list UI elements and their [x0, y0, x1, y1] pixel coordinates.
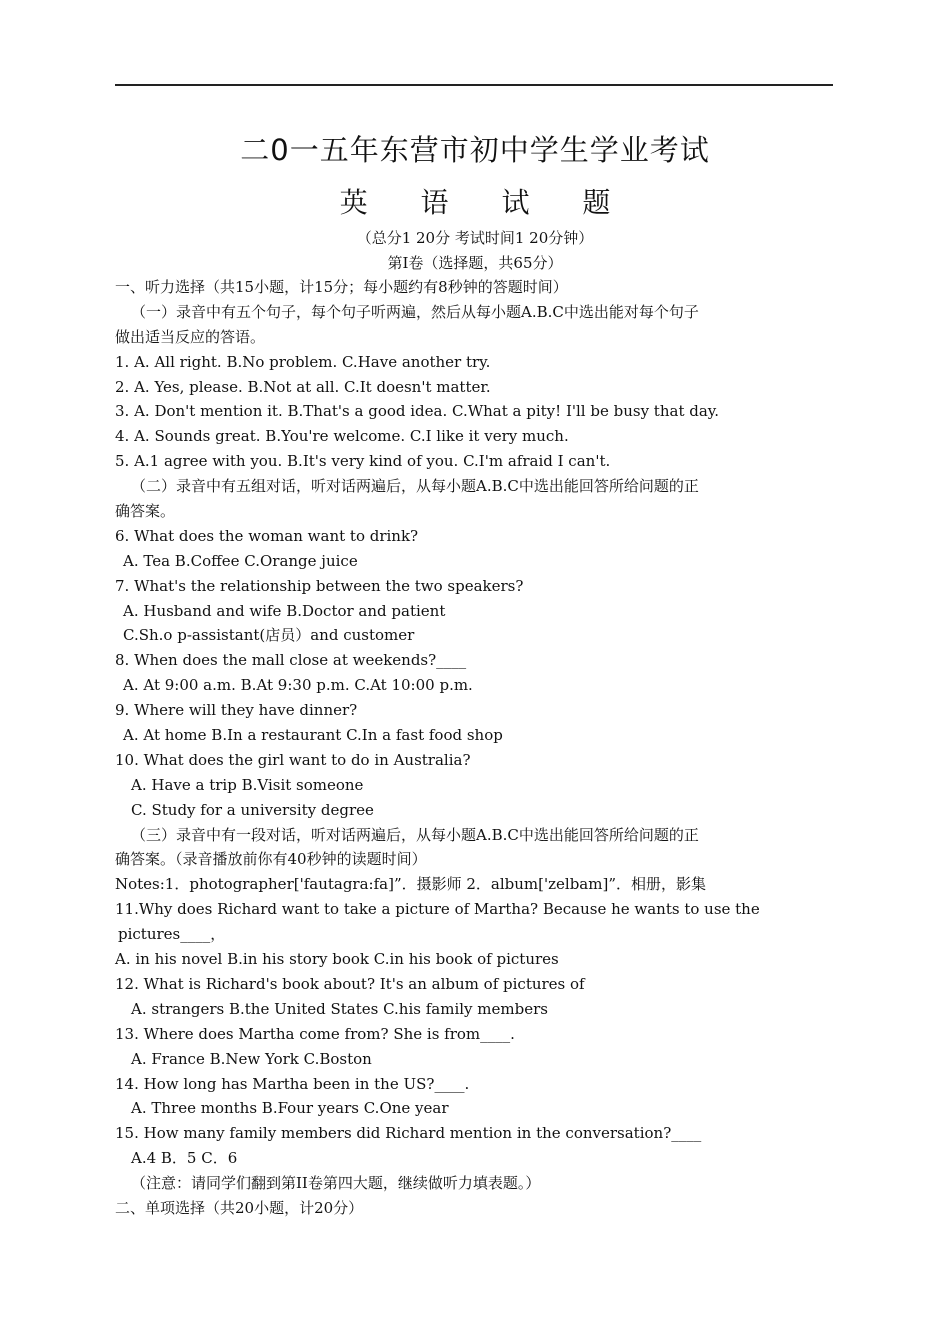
- question-line: 2. A. Yes, please. B.Not at all. C.It doesn't matter.: [115, 377, 491, 396]
- notes-line: Notes:1．photographer['fautagra:fa]”．摄影师 2．album['zelbam]”．相册，影集: [115, 875, 706, 894]
- question-line: 7. What's the relationship between the two speakers?: [115, 576, 524, 595]
- question-line: pictures____，: [118, 925, 226, 944]
- question-line: 12. What is Richard's book about? It's an album of pictures of: [115, 974, 585, 993]
- option-line: A. At home B.In a restaurant C.In a fast food shop: [123, 726, 503, 745]
- question-line: 1. A. All right. B.No problem. C.Have another try.: [115, 352, 491, 371]
- exam-title: 二0一五年东营市初中学生学业考试: [240, 133, 710, 167]
- option-line: A. strangers B.the United States C.his family members: [131, 999, 548, 1018]
- question-line: 13. Where does Martha come from? She is from____.: [115, 1024, 515, 1043]
- option-line: A. Tea B.Coffee C.Orange juice: [123, 551, 358, 570]
- option-line: A. Husband and wife B.Doctor and patient: [123, 601, 446, 620]
- question-line: 8. When does the mall close at weekends?____: [115, 651, 467, 670]
- option-line: A. France B.New York C.Boston: [131, 1049, 372, 1068]
- section-heading: 一、听力选择（共15小题，计15分；每小题约有8秒钟的答题时间）: [115, 278, 568, 296]
- question-line: 11.Why does Richard want to take a picture of Martha? Because he wants to use the: [115, 900, 760, 919]
- option-line: A. Three months B.Four years C.One year: [131, 1099, 449, 1118]
- header-rule: [115, 84, 833, 86]
- score-note: （总分1 20分 考试时间1 20分钟）: [356, 229, 594, 247]
- option-line: A. At 9:00 a.m. B.At 9:30 p.m. C.At 10:00 p.m.: [123, 676, 473, 695]
- option-line: A.4 B．5 C．6: [131, 1149, 238, 1168]
- question-line: 10. What does the girl want to do in Australia?: [115, 750, 471, 769]
- question-line: 6. What does the woman want to drink?: [115, 526, 419, 545]
- instruction-line: 做出适当反应的答语。: [115, 327, 266, 346]
- question-line: 4. A. Sounds great. B.You're welcome. C.I like it very much.: [115, 427, 569, 446]
- question-line: 9. Where will they have dinner?: [115, 701, 358, 720]
- question-line: 14. How long has Martha been in the US?____.: [115, 1074, 470, 1093]
- option-line: C.Sh.o p-assistant(店员）and customer: [123, 626, 415, 645]
- instruction-line: （一）录音中有五个句子，每个句子听两遍，然后从每小题A.B.C中选出能对每个句子: [131, 302, 699, 321]
- question-line: 5. A.1 agree with you. B.It's very kind of you. C.I'm afraid I can't.: [115, 452, 611, 471]
- note-line: （注意：请同学们翻到第II卷第四大题，继续做听力填表题。）: [131, 1174, 541, 1193]
- volume-heading: 第I卷（选择题，共65分）: [387, 254, 563, 272]
- section-heading: 二、单项选择（共20小题，计20分）: [115, 1198, 364, 1217]
- option-line: A. in his novel B.in his story book C.in his book of pictures: [115, 950, 559, 969]
- instruction-line: 确答案。（录音播放前你有40秒钟的读题时间）: [115, 850, 427, 869]
- question-line: 15. How many family members did Richard mention in the conversation?____: [115, 1124, 702, 1143]
- option-line: C. Study for a university degree: [131, 800, 374, 819]
- instruction-line: （三）录音中有一段对话，听对话两遍后，从每小题A.B.C中选出能回答所给问题的正: [131, 825, 699, 844]
- instruction-line: 确答案。: [115, 502, 176, 521]
- instruction-line: （二）录音中有五组对话，听对话两遍后，从每小题A.B.C中选出能回答所给问题的正: [131, 477, 699, 496]
- question-line: 3. A. Don't mention it. B.That's a good idea. C.What a pity! I'll be busy that day.: [115, 402, 720, 421]
- option-line: A. Have a trip B.Visit someone: [131, 775, 364, 794]
- exam-body: [115, 275, 835, 1221]
- exam-subject: 英 语 试 题: [339, 186, 633, 219]
